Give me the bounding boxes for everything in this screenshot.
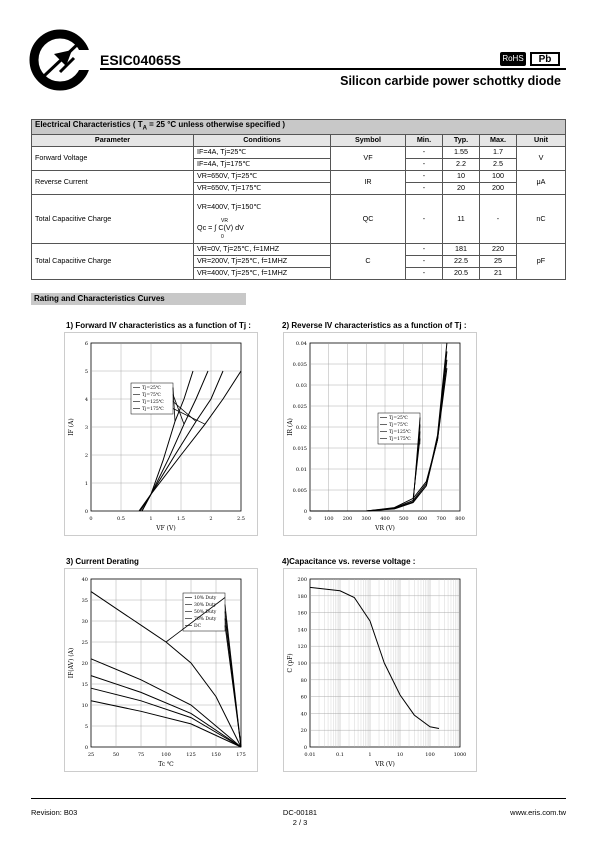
x-tick-label: 50 [112, 752, 120, 758]
legend-label: DC [194, 624, 202, 629]
x-tick-label: 0 [89, 516, 93, 522]
footer-url: www.eris.com.tw [510, 808, 566, 817]
chart-title-4: 4)Capacitance vs. reverse voltage : [282, 557, 416, 566]
y-axis-label: IR (A) [287, 418, 294, 436]
x-tick-label: 0 [308, 516, 312, 522]
x-tick-label: 0.5 [117, 516, 125, 522]
y-tick-label: 160 [297, 610, 307, 617]
legend-label: Tj=125℃ [142, 400, 164, 405]
y-tick-label: 60 [300, 694, 307, 701]
x-tick-label: 150 [211, 752, 221, 758]
col-conditions: Conditions [194, 134, 331, 146]
x-tick-label: 10 [396, 752, 404, 758]
x-tick-label: 200 [342, 516, 353, 522]
x-tick-label: 400 [380, 516, 390, 522]
legend-label: Tj=75℃ [389, 423, 408, 428]
x-tick-label: 1.5 [177, 516, 185, 522]
x-axis-label: Tc ℃ [158, 761, 174, 768]
table-row: VR=400V, Tj=25℃, f=1MHZ - 20.5 21 [32, 267, 566, 279]
subtitle: Silicon carbide power schottky diode [340, 74, 561, 88]
x-tick-label: 100 [161, 752, 171, 758]
y-tick-label: 25 [81, 640, 88, 646]
legend-label: Tj=25℃ [142, 386, 161, 391]
y-tick-label: 120 [297, 644, 307, 651]
reverse-iv-chart [283, 332, 477, 536]
x-tick-label: 0.01 [304, 752, 316, 758]
legend-label: Tj=25℃ [389, 416, 408, 421]
y-tick-label: 20 [300, 728, 307, 735]
table-row: VR=650V, Tj=175℃ - 20 200 [32, 182, 566, 194]
y-tick-label: 6 [84, 341, 88, 347]
legend-label: 50% Duty [194, 610, 217, 615]
pb-badge: Pb [530, 52, 560, 66]
y-tick-label: 1 [84, 481, 88, 487]
legend-label: 30% Duty [194, 603, 217, 608]
x-tick-label: 1000 [453, 752, 467, 758]
col-typ: Typ. [443, 134, 480, 146]
col-symbol: Symbol [331, 134, 406, 146]
col-max: Max. [480, 134, 517, 146]
x-axis-label: VR (V) [375, 525, 395, 532]
footer-page-number: 2 / 3 [292, 818, 308, 827]
col-unit: Unit [517, 134, 566, 146]
x-tick-label: 175 [236, 752, 246, 758]
col-parameter: Parameter [32, 134, 194, 146]
header-rule [100, 68, 566, 70]
y-tick-label: 0.03 [295, 383, 307, 389]
y-tick-label: 30 [81, 619, 88, 625]
y-tick-label: 15 [81, 682, 88, 688]
legend-label: Tj=125℃ [389, 430, 411, 435]
y-axis-label: C (pF) [287, 653, 294, 673]
x-tick-label: 300 [361, 516, 372, 522]
legend-label: 10% Duty [194, 596, 217, 601]
y-tick-label: 10 [81, 703, 88, 709]
legend-label: Tj=175℃ [389, 437, 411, 442]
y-tick-label: 180 [297, 593, 307, 600]
footer-doc-number: DC-00181 [282, 808, 318, 817]
electrical-characteristics-table [31, 119, 566, 280]
y-tick-label: 0.015 [292, 446, 307, 452]
table-row: Total Capacitive Charge VR=400V, Tj=150℃ Qc = ∫ C(V) dV VR 0 QC - 11 - nC [32, 194, 566, 243]
chart-title-2: 2) Reverse IV characteristics as a function of Tj : [282, 321, 467, 330]
legend-label: Tj=75℃ [142, 393, 161, 398]
y-axis-label: IF (A) [68, 418, 75, 436]
y-tick-label: 0 [84, 745, 88, 751]
x-tick-label: 700 [436, 516, 447, 522]
y-tick-label: 3 [84, 425, 88, 431]
rohs-badge: RoHS [500, 52, 526, 66]
table-row: Reverse Current VR=650V, Tj=25℃ IR - 10 100 μA [32, 170, 566, 182]
x-tick-label: 800 [455, 516, 465, 522]
y-tick-label: 5 [84, 724, 88, 730]
x-tick-label: 1 [149, 516, 153, 522]
current-derating-chart [64, 568, 258, 772]
footer-revision: Revision: B03 [31, 808, 78, 817]
y-axis-label: IF(AV) (A) [68, 647, 75, 679]
y-tick-label: 2 [84, 453, 88, 459]
table-row: VR=200V, Tj=25℃, f=1MHZ - 22.5 25 [32, 255, 566, 267]
y-tick-label: 4 [84, 397, 88, 403]
x-tick-label: 75 [137, 752, 145, 758]
y-tick-label: 100 [297, 661, 307, 667]
forward-iv-chart [64, 332, 258, 536]
footer-rule [31, 798, 566, 799]
y-tick-label: 0.01 [295, 467, 307, 473]
legend-label: 70% Duty [194, 617, 217, 622]
y-tick-label: 35 [81, 598, 88, 604]
x-tick-label: 500 [398, 516, 409, 522]
y-tick-label: 140 [297, 627, 307, 634]
y-tick-label: 0.04 [295, 341, 307, 347]
x-tick-label: 100 [323, 516, 334, 522]
x-tick-label: 2.5 [237, 516, 245, 522]
table-row: IF=4A, Tj=175℃ - 2.2 2.5 [32, 158, 566, 170]
capacitance-chart [283, 568, 477, 772]
x-tick-label: 100 [425, 752, 435, 758]
y-tick-label: 0.035 [292, 362, 307, 368]
table-row: Forward Voltage IF=4A, Tj=25℃ VF - 1.55 1.7 V [32, 146, 566, 158]
x-tick-label: 1 [368, 752, 372, 758]
y-tick-label: 5 [84, 369, 88, 375]
chart-title-3: 3) Current Derating [66, 557, 139, 566]
y-tick-label: 0.005 [292, 488, 307, 494]
y-tick-label: 40 [300, 711, 307, 718]
chart-title-1: 1) Forward IV characteristics as a function of Tj : [66, 321, 251, 330]
y-tick-label: 0 [84, 509, 88, 515]
y-tick-label: 20 [81, 661, 88, 667]
x-tick-label: 0.1 [336, 752, 344, 758]
company-logo [28, 28, 92, 92]
table-title: Electrical Characteristics ( $T_A = 25$ °C unless otherwise specified ) [32, 120, 566, 135]
x-axis-label: VR (V) [375, 761, 395, 768]
section-title: Rating and Characteristics Curves [31, 293, 246, 305]
y-tick-label: 0.02 [295, 425, 307, 431]
col-min: Min. [406, 134, 443, 146]
x-axis-label: VF (V) [156, 525, 176, 532]
x-tick-label: 2 [209, 516, 213, 522]
legend-label: Tj=175℃ [142, 407, 164, 412]
x-tick-label: 600 [417, 516, 428, 522]
y-tick-label: 0 [303, 745, 307, 751]
x-tick-label: 125 [186, 752, 196, 758]
table-row: Total Capacitive Charge VR=0V, Tj=25℃, f=1MHZ C - 181 220 pF [32, 243, 566, 255]
y-tick-label: 200 [297, 577, 307, 583]
y-tick-label: 80 [300, 677, 307, 684]
y-tick-label: 40 [81, 577, 88, 583]
y-tick-label: 0 [303, 509, 307, 515]
x-tick-label: 25 [87, 752, 95, 758]
part-number: ESIC04065S [100, 52, 181, 68]
y-tick-label: 0.025 [292, 404, 307, 410]
